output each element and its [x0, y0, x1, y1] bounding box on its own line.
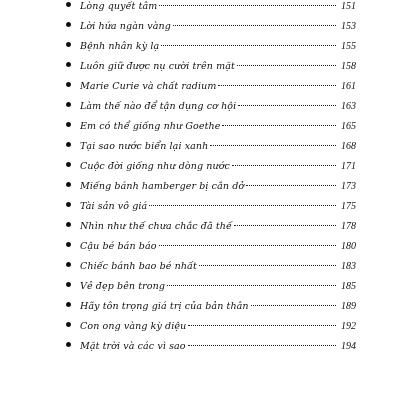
- bullet-icon: [66, 142, 71, 147]
- toc-entry[interactable]: [66, 157, 356, 177]
- bullet-icon: [66, 182, 71, 187]
- toc-entry-title: Làm thế nào để tận dụng cơ hội: [80, 101, 237, 112]
- toc-entry-page: 163: [341, 101, 356, 112]
- dot-leader: [161, 45, 336, 46]
- dot-leader: [238, 105, 336, 106]
- bullet-icon: [66, 222, 71, 227]
- dot-leader: [246, 185, 336, 186]
- toc-entry-title: Tại sao nước biển lại xanh: [80, 141, 209, 152]
- dot-leader: [149, 205, 336, 206]
- bullet-icon: [66, 202, 71, 207]
- toc-entry-title: Cuộc đời giống như dòng nước: [80, 161, 230, 172]
- toc-entry-title: Vẻ đẹp bên trong: [80, 281, 166, 292]
- toc-entry-title: Chiếc bánh bao bé nhất: [80, 261, 197, 272]
- toc-entry-title: Mặt trời và các vì sao: [80, 341, 186, 352]
- toc-entry-title: Cậu bé bán báo: [80, 241, 157, 252]
- toc-entry-title: Marie Curie và chất radium: [80, 81, 217, 92]
- toc-entry-page: 161: [341, 81, 356, 92]
- bullet-icon: [66, 282, 71, 287]
- toc-entry-page: 185: [341, 281, 356, 292]
- dot-leader: [159, 5, 336, 6]
- toc-entry[interactable]: [66, 77, 356, 97]
- toc-entry[interactable]: [66, 217, 356, 237]
- toc-entry[interactable]: [66, 297, 356, 317]
- toc-entry-page: 158: [341, 61, 356, 72]
- dot-leader: [188, 325, 336, 326]
- toc-entry[interactable]: [66, 37, 356, 57]
- toc-entry[interactable]: [66, 177, 356, 197]
- bullet-icon: [66, 22, 71, 27]
- toc-entry-title: Con ong vàng kỳ diệu: [80, 321, 187, 332]
- bullet-icon: [66, 262, 71, 267]
- dot-leader: [251, 305, 336, 306]
- toc-entry[interactable]: [66, 0, 356, 17]
- dot-leader: [232, 165, 336, 166]
- toc-entry-title: Em có thể giống như Goethe: [80, 121, 221, 132]
- toc-entry[interactable]: [66, 257, 356, 277]
- toc-entry-title: Tài sản vô giá: [80, 201, 148, 212]
- toc-entry[interactable]: [66, 137, 356, 157]
- bullet-icon: [66, 242, 71, 247]
- toc-entry[interactable]: [66, 97, 356, 117]
- bullet-icon: [66, 102, 71, 107]
- toc-entry[interactable]: [66, 337, 356, 357]
- bullet-icon: [66, 302, 71, 307]
- toc-entry-page: 180: [341, 241, 356, 252]
- bullet-icon: [66, 42, 71, 47]
- toc-entry-title: Lòng quyết tâm: [80, 1, 158, 12]
- toc-entry-page: 165: [341, 121, 356, 132]
- dot-leader: [237, 65, 336, 66]
- bullet-icon: [66, 82, 71, 87]
- toc-entry[interactable]: [66, 237, 356, 257]
- toc-entry-page: 155: [341, 41, 356, 52]
- dot-leader: [167, 285, 336, 286]
- bullet-icon: [66, 62, 71, 67]
- toc-entry-page: 153: [341, 21, 356, 32]
- bullet-icon: [66, 122, 71, 127]
- toc-entry[interactable]: [66, 17, 356, 37]
- table-of-contents: [66, 0, 356, 357]
- dot-leader: [188, 345, 336, 346]
- toc-entry[interactable]: [66, 277, 356, 297]
- toc-entry-page: 192: [341, 321, 356, 332]
- toc-entry[interactable]: [66, 317, 356, 337]
- toc-entry[interactable]: [66, 57, 356, 77]
- toc-entry-page: 178: [341, 221, 356, 232]
- toc-entry-title: Miếng bánh hamberger bị cắn dở: [80, 181, 245, 192]
- toc-entry-page: 183: [341, 261, 356, 272]
- toc-entry-page: 173: [341, 181, 356, 192]
- dot-leader: [199, 265, 336, 266]
- bullet-icon: [66, 162, 71, 167]
- toc-entry-page: 171: [341, 161, 356, 172]
- toc-entry-title: Hãy tôn trọng giá trị của bản thân: [80, 301, 249, 312]
- bullet-icon: [66, 322, 71, 327]
- toc-entry-page: 189: [341, 301, 356, 312]
- bullet-icon: [66, 342, 71, 347]
- toc-entry-page: 194: [341, 341, 356, 352]
- dot-leader: [173, 25, 336, 26]
- dot-leader: [234, 225, 336, 226]
- toc-entry-title: Luôn giữ được nụ cười trên mặt: [80, 61, 235, 72]
- dot-leader: [222, 125, 336, 126]
- toc-entry-title: Bệnh nhân kỳ lạ: [80, 41, 160, 52]
- toc-entry[interactable]: [66, 197, 356, 217]
- toc-entry-page: 168: [341, 141, 356, 152]
- toc-entry-title: Lời hứa ngàn vàng: [80, 21, 171, 32]
- toc-entry[interactable]: [66, 117, 356, 137]
- dot-leader: [159, 245, 336, 246]
- dot-leader: [210, 145, 336, 146]
- toc-entry-page: 151: [341, 1, 356, 12]
- toc-entry-page: 175: [341, 201, 356, 212]
- toc-entry-title: Nhìn như thế chưa chắc đã thế: [80, 221, 232, 232]
- dot-leader: [218, 85, 336, 86]
- bullet-icon: [66, 2, 71, 7]
